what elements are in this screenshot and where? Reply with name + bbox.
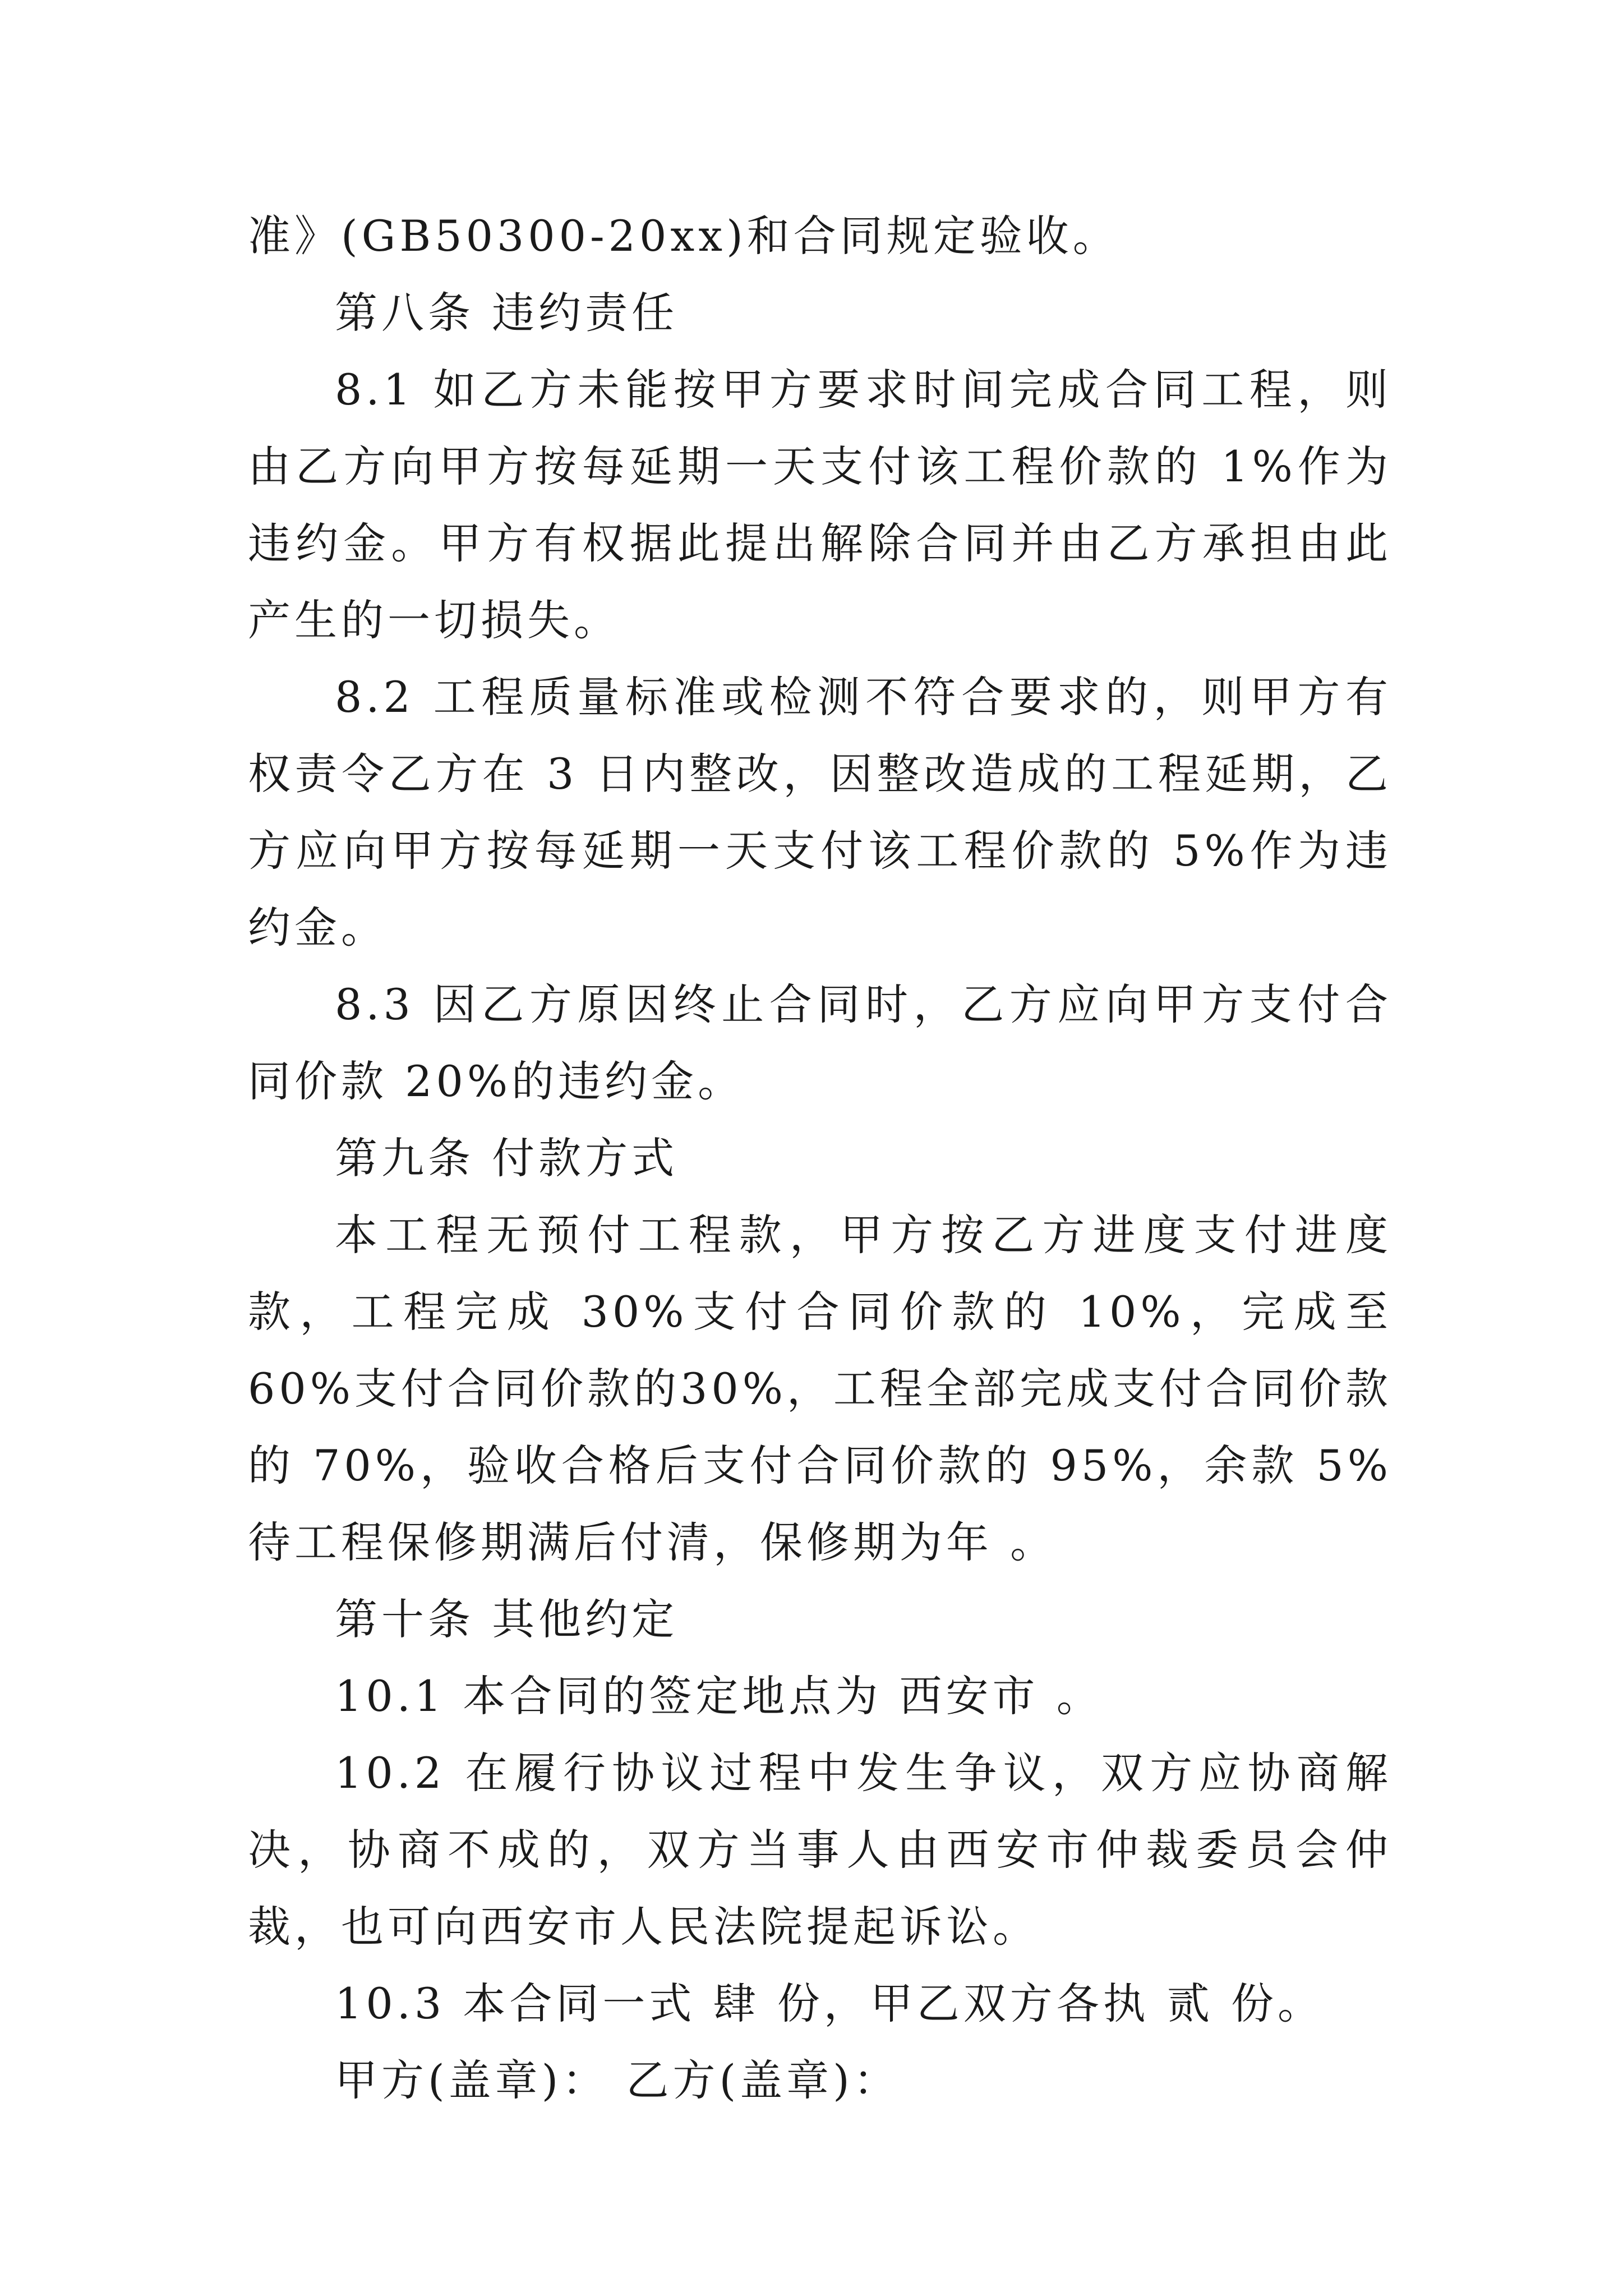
paragraph-standard: 准》(GB50300-20xx)和合同规定验收。	[248, 211, 1119, 261]
heading-article-8: 第八条 违约责任	[335, 288, 679, 338]
paragraph-10-3: 10.3 本合同一式 肆 份，甲乙双方各执 贰 份。	[335, 1978, 1325, 2028]
signature-line: 甲方(盖章)： 乙方(盖章)：	[335, 2055, 900, 2105]
paragraph-10-1: 10.1 本合同的签定地点为 西安市 。	[335, 1671, 1103, 1721]
heading-article-9: 第九条 付款方式	[335, 1133, 679, 1183]
contract-text	[248, 197, 1392, 2119]
paragraph-9: 本工程无预付工程款，甲方按乙方进度支付进度款，工程完成 30%支付合同价款的 10%，完成至 60%支付合同价款的30%，工程全部完成支付合同价款的 70%，验收合格后支付合同价款的 95%，余款 5%待工程保修期满后付清，保修期为年 。	[248, 1210, 1392, 1567]
paragraph-8-3: 8.3 因乙方原因终止合同时，乙方应向甲方支付合同价款 20%的违约金。	[248, 979, 1392, 1106]
paragraph-8-2: 8.2 工程质量标准或检测不符合要求的，则甲方有权责令乙方在 3 日内整改，因整改造成的工程延期，乙方应向甲方按每延期一天支付该工程价款的 5%作为违约金。	[248, 672, 1392, 953]
paragraph-10-2: 10.2 在履行协议过程中发生争议，双方应协商解决，协商不成的，双方当事人由西安市仲裁委员会仲裁，也可向西安市人民法院提起诉讼。	[248, 1748, 1392, 1952]
paragraph-8-1: 8.1 如乙方未能按甲方要求时间完成合同工程，则由乙方向甲方按每延期一天支付该工程价款的 1%作为违约金。甲方有权据此提出解除合同并由乙方承担由此产生的一切损失。	[248, 365, 1392, 645]
heading-article-10: 第十条 其他约定	[335, 1594, 679, 1644]
